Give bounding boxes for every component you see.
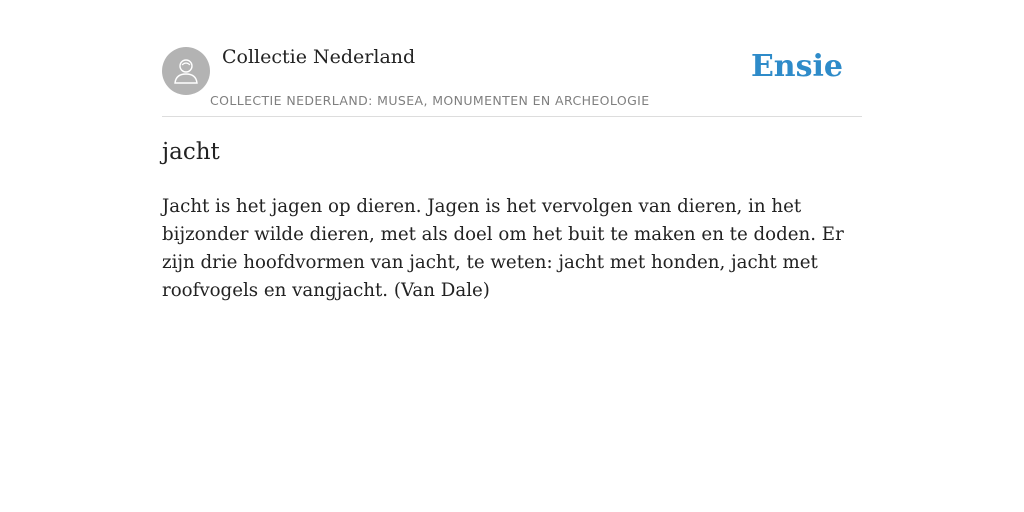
collection-link[interactable]: COLLECTIE NEDERLAND: MUSEA, MONUMENTEN EN ARCHEOLOGIE [210, 93, 650, 108]
ensie-logo[interactable]: Ensie [750, 49, 843, 84]
avatar[interactable] [162, 47, 210, 95]
page-header [162, 46, 862, 117]
user-silhouette-icon [171, 56, 201, 86]
article-title: jacht [162, 139, 220, 165]
author-name[interactable]: Collectie Nederland [222, 46, 416, 68]
article-body: Jacht is het jagen op dieren. Jagen is het vervolgen van dieren, in het bijzonder wilde dieren, met als doel om het buit te maken en te doden. Er zijn drie hoofdvormen van jacht, te weten: jacht met honden, jacht met roofvogels en vangjacht. (Van Dale) [162, 196, 844, 301]
